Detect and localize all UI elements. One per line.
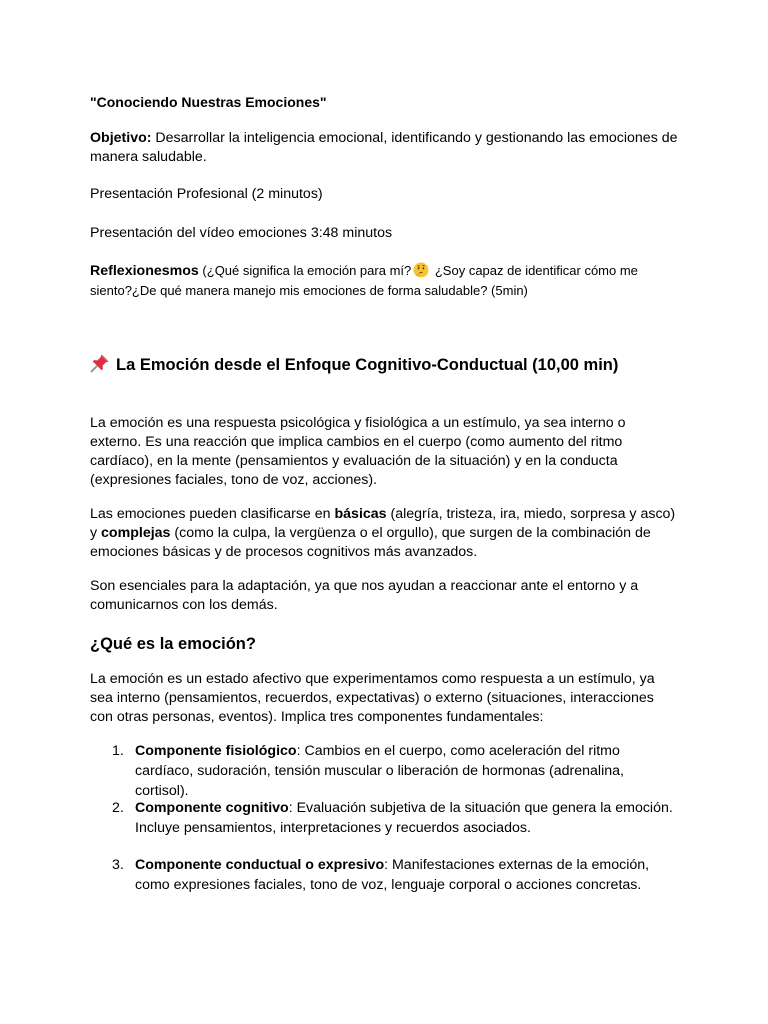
paragraph-definition: La emoción es una respuesta psicológica y fisiológica a un estímulo, ya sea interno o externo. Es una reacción que implica cambios en el cuerpo (como aumento del ritmo cardíaco), en la mente (pensamientos y evaluación de la situación) y en la conducta (expresiones faciales, tono de voz, acciones). xyxy=(90,415,626,488)
subheading: ¿Qué es la emoción? xyxy=(90,635,256,653)
paragraph-state: La emoción es un estado afectivo que experimentamos como respuesta a un estímulo, ya sea interno (pensamientos, recuerdos, expectativas) o externo (situaciones, interacciones con otras personas, eventos). Implica tres componentes fundamentales: xyxy=(90,671,655,725)
classification-complex: complejas xyxy=(101,525,171,541)
classification-basic: básicas xyxy=(334,506,387,522)
pushpin-icon xyxy=(90,353,110,373)
reflection-paragraph xyxy=(90,261,680,301)
reflection-text-1: (¿Qué significa la emoción para mí? xyxy=(198,263,412,278)
thinking-face-icon xyxy=(413,262,429,278)
section-heading xyxy=(90,353,680,376)
subheading-row xyxy=(90,633,680,655)
list-item-text xyxy=(135,798,680,838)
objective-text: Desarrollar la inteligencia emocional, identificando y gestionando las emociones de manera saludable. xyxy=(90,130,678,165)
list-item-body: : Manifestaciones externas de la emoción, como expresiones faciales, tono de voz, lenguaje corporal o acciones concretas. xyxy=(135,857,650,893)
classification-text-e: (como la culpa, la vergüenza o el orgullo), que surgen de la combinación de emociones básicas y de procesos cognitivos más avanzados. xyxy=(90,525,651,560)
document-title: "Conociendo Nuestras Emociones" xyxy=(90,94,327,110)
paragraph-classification xyxy=(90,505,680,562)
video-line: Presentación del vídeo emociones 3:48 minutos xyxy=(90,225,393,241)
list-item-number: 2. xyxy=(112,800,124,816)
list-item-text xyxy=(135,741,680,801)
reflection-label: Reflexionesmos xyxy=(90,263,199,279)
section-heading-row xyxy=(90,353,680,376)
classification-text-c: (alegría, tristeza, ira, miedo, sorpresa y asco) y xyxy=(90,506,676,541)
presentation-line: Presentación Profesional (2 minutos) xyxy=(90,186,323,202)
list-item-label: Componente conductual o expresivo xyxy=(135,857,385,873)
reflection-text-2: ¿Soy capaz de identificar cómo me siento?¿De qué manera manejo mis emociones de forma saludable? (5min) xyxy=(90,263,638,298)
classification-text-a: Las emociones pueden clasificarse en xyxy=(90,506,335,522)
objective-paragraph xyxy=(90,129,680,167)
list-item-label: Componente fisiológico xyxy=(135,743,297,759)
list-item-body: : Cambios en el cuerpo, como aceleración del ritmo cardíaco, sudoración, tensión muscular o liberación de hormonas (adrenalina, cortisol). xyxy=(135,743,624,799)
section-heading-text: La Emoción desde el Enfoque Cognitivo-Conductual (10,00 min) xyxy=(116,356,619,374)
list-item-text xyxy=(135,855,680,895)
list-item-number: 1. xyxy=(112,743,124,759)
paragraph-adaptation: Son esenciales para la adaptación, ya que nos ayudan a reaccionar ante el entorno y a comunicarnos con los demás. xyxy=(90,578,639,613)
list-item-body: : Evaluación subjetiva de la situación que genera la emoción. Incluye pensamientos, interpretaciones y recuerdos asociados. xyxy=(135,800,673,836)
list-item-number: 3. xyxy=(112,857,124,873)
objective-label: Objetivo: xyxy=(90,130,152,146)
list-item-label: Componente cognitivo xyxy=(135,800,289,816)
